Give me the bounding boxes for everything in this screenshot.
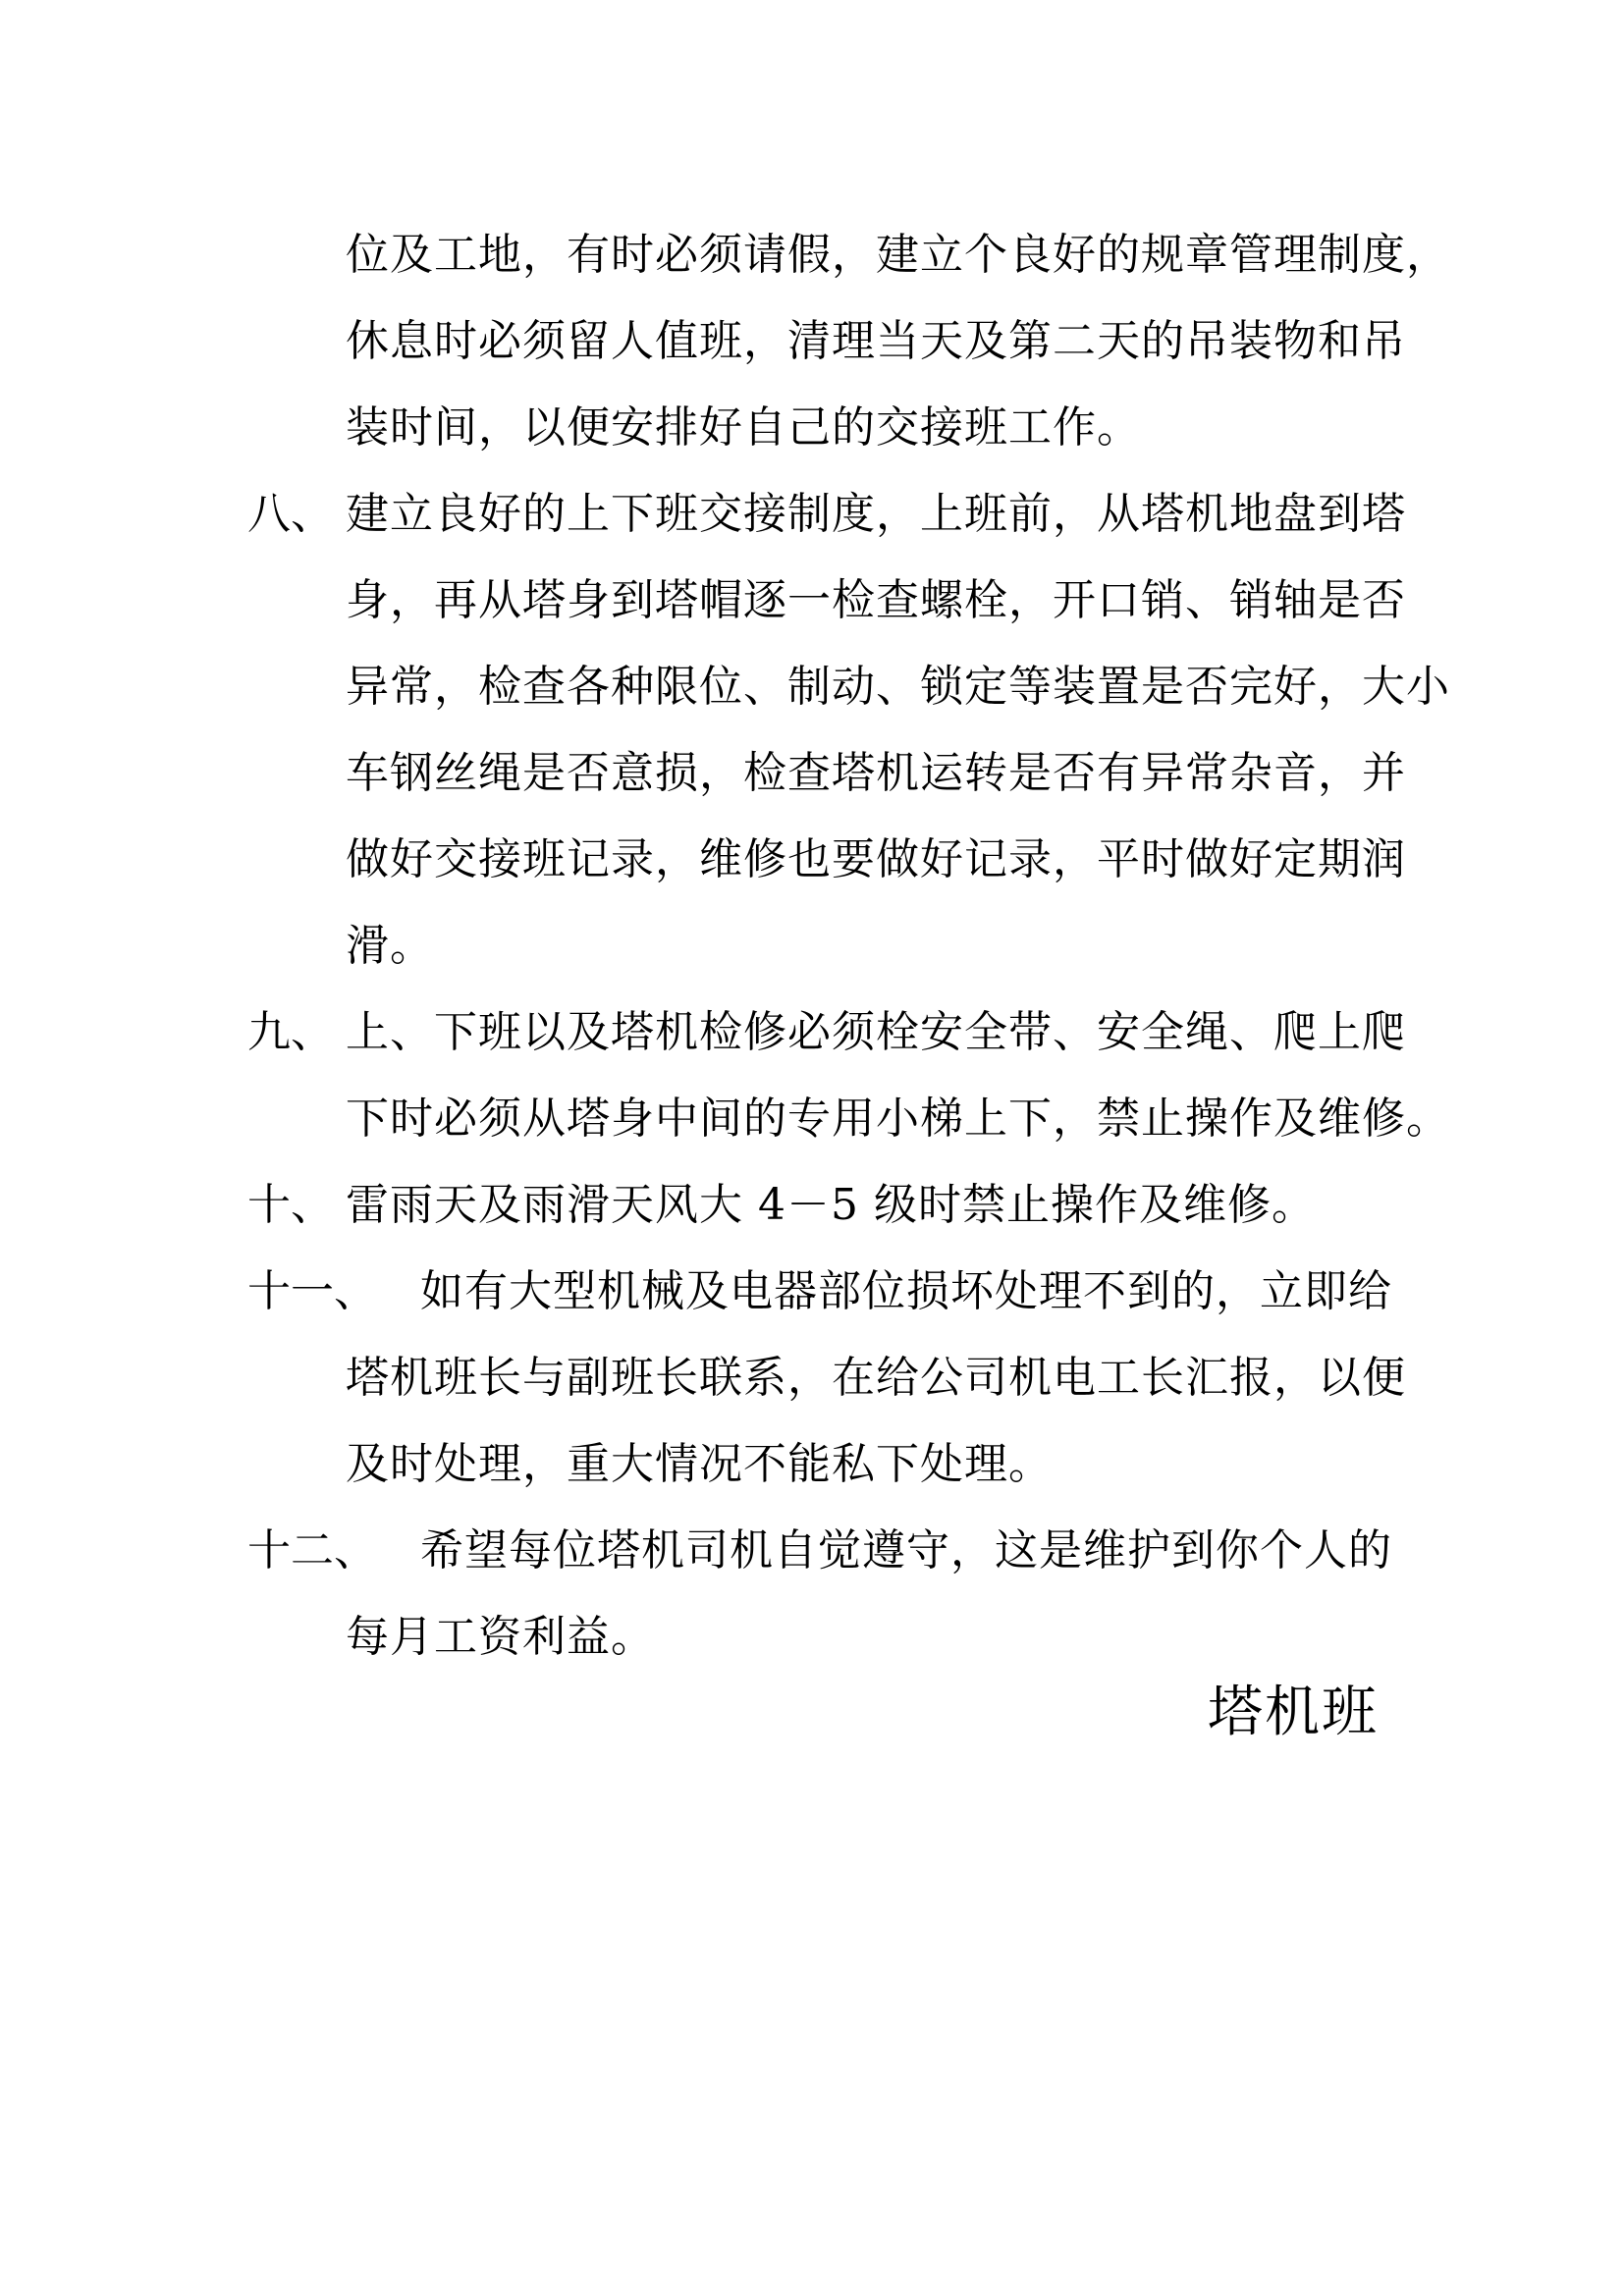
item-9-line-2: 下时必须从塔身中间的专用小梯上下，禁止操作及维修。 [346, 1094, 1450, 1144]
item-11-line-3: 及时处理，重大情况不能私下处理。 [346, 1439, 1053, 1489]
item-8-line-4: 车钢丝绳是否意损，检查塔机运转是否有异常杂音，并 [346, 748, 1406, 798]
item-11-line-2: 塔机班长与副班长联系，在给公司机电工长汇报，以便 [346, 1353, 1406, 1403]
item-10-line-1: 雷雨天及雨滑天风大 4－5 级时禁止操作及维修。 [346, 1180, 1316, 1230]
item-8-line-3: 异常，检查各种限位、制动、锁定等装置是否完好，大小 [346, 662, 1450, 712]
item-12-line-2: 每月工资利益。 [346, 1612, 655, 1662]
continuation-line-2: 休息时必须留人值班，清理当天及第二天的吊装物和吊 [346, 316, 1406, 366]
item-10-number: 十、 [247, 1180, 334, 1230]
signature: 塔机班 [1208, 1681, 1379, 1744]
item-9-line-1: 上、下班以及塔机检修必须栓安全带、安全绳、爬上爬 [346, 1007, 1406, 1057]
item-9-number: 九、 [247, 1007, 334, 1057]
item-8-line-1: 建立良好的上下班交接制度，上班前，从塔机地盘到塔 [346, 489, 1406, 539]
item-12-number: 十二、 [247, 1525, 377, 1575]
item-8-line-6: 滑。 [346, 921, 434, 971]
item-11-number: 十一、 [247, 1266, 377, 1316]
item-8-line-5: 做好交接班记录，维修也要做好记录，平时做好定期润 [346, 834, 1406, 884]
continuation-line-1: 位及工地，有时必须请假，建立个良好的规章管理制度， [346, 230, 1450, 280]
item-12-line-1: 希望每位塔机司机自觉遵守，这是维护到你个人的 [420, 1525, 1392, 1575]
continuation-line-3: 装时间，以便安排好自己的交接班工作。 [346, 402, 1141, 453]
item-8-number: 八、 [247, 489, 334, 539]
item-11-line-1: 如有大型机械及电器部位损坏处理不到的，立即给 [420, 1266, 1392, 1316]
item-8-line-2: 身，再从塔身到塔帽逐一检查螺栓，开口销、销轴是否 [346, 575, 1406, 625]
